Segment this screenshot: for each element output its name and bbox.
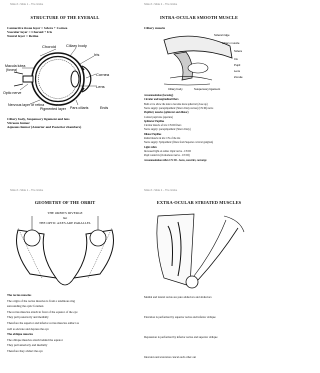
bottom-line: Ciliary body, Suspensory ligament and lens [7, 117, 70, 121]
orbit-diagram [0, 186, 130, 370]
rectus-oblique-line: The oblique muscles attach behind the equator [7, 337, 63, 342]
label-suspensory-ligament: Suspensory ligament [194, 87, 221, 91]
slide-title: INTRA-OCULAR SMOOTH MUSCLE [160, 15, 238, 20]
muscle-note-line: Circular muscle of iris: CN III fibers [144, 124, 182, 128]
orbit-line: THE ORBITS DIVERGE [47, 211, 83, 215]
layer-line: Vascular layer = Choroid + Iris [7, 30, 53, 34]
label-lens: Lens [96, 84, 105, 89]
layer-line: Connective tissue layer = Sclera + Cornea [7, 26, 68, 30]
rectus-oblique-line: surrounding the optic foramen [7, 304, 44, 309]
muscle-note-line: Control pupil size (aperture) [144, 115, 173, 119]
bottom-line: Vitreous humor [7, 121, 30, 125]
slide-intraocular-smooth-muscle [134, 0, 264, 184]
muscle-note-line: Accommodation (focusing) [144, 94, 174, 97]
label-ciliary-body: Ciliary body [168, 87, 183, 91]
muscle-note-line: Nerve supply: Sympathetic (fibers from Superior cervical ganglion) [144, 141, 214, 145]
label-pigmented-layer: Pigmented layer [40, 107, 66, 111]
label-ciliary-body: Ciliary body [66, 43, 87, 48]
label-ciliary-muscle: Ciliary muscle [222, 41, 240, 45]
slide-title: GEOMETRY OF THE ORBIT [34, 200, 96, 205]
rectus-oblique-line: They pull anteriorly and medially [7, 343, 48, 348]
slide-structure-of-eyeball [0, 0, 130, 184]
label-pupil: Pupil [234, 63, 241, 67]
rectus-oblique-line: Therefore the superior and inferior rectus muscles adduct as [7, 321, 79, 325]
label-nervous-layer: Nervous layer of retina [8, 103, 45, 107]
muscle-note-line: Pupil constricts (Oculomotor nerve - CN III) [144, 154, 190, 158]
rectus-oblique-line: The rectus muscles [7, 293, 32, 297]
muscle-note-line: Accommodation reflex CN III – focus, constrict, converge [144, 158, 207, 162]
muscle-note-line: Nerve supply: parasympathetic (Short ciliary) [144, 128, 191, 132]
label-sclera: Sclera [234, 49, 242, 53]
label-macula: Macula lutea [5, 64, 26, 68]
slide-header: Slide # • Slide 2 – The Globe [144, 3, 178, 6]
label-scleral-ridge: Scleral ridge [214, 33, 230, 37]
muscle-line: Depression is performed by inferior rectus and superior oblique [144, 335, 218, 339]
slide-title: STRUCTURE OF THE EYEBALL [30, 15, 100, 20]
muscle-note-line: Light reflex [144, 145, 157, 149]
slide-header: Slide # • Slide 2 – The Globe [144, 189, 178, 192]
label-optic-nerve: Optic nerve [3, 91, 22, 95]
muscle-note-line: Nerve supply: parasympathetic (Short ciliary nerves) (CN III) nerve [144, 106, 214, 110]
slide-geometry-of-orbit [0, 186, 130, 370]
muscle-note-line: Circular and longitudinal fibers [144, 98, 179, 102]
muscle-note-line: Dilator Pupillae [144, 132, 162, 136]
rectus-oblique-line: They pull posteriorly and medially [7, 315, 49, 320]
muscle-note-line: Sphincter Pupillae [144, 119, 165, 123]
muscle-line: Medial and lateral rectus are pure adductors and abductors [144, 295, 212, 299]
muscle-line: Intorsion and extorsion cancel each other out [144, 355, 197, 359]
label-pars-ciliaris: Pars ciliaris [70, 106, 89, 110]
rectus-oblique-line: The rectus muscles attach in front of the equator of the eye [7, 309, 78, 314]
slide-title: EXTRA-OCULAR STRIATED MUSCLES [156, 200, 242, 205]
muscle-note-line: Both act to allow the lens to become more spherical (close up) [144, 102, 208, 106]
bottom-line: Aqueous humor (Anterior and Posterior chambers) [7, 125, 82, 129]
orbit-line: but [62, 216, 68, 220]
label-lens: Lens [234, 69, 241, 73]
extraocular-muscle-diagram [134, 186, 264, 370]
slide-header: Slide # • Slide 1 – The Globe [10, 3, 44, 6]
section-heading: Ciliary muscle [144, 26, 165, 30]
muscle-note-line: Pupillary muscles (sphincter and dilator) [144, 111, 189, 115]
label-zonule: Zonule [234, 75, 243, 79]
label-iris: Iris [234, 57, 238, 61]
muscle-note-line: Radial muscle in iris: CN of the iris [144, 137, 181, 140]
label-choroid: Choroid [42, 44, 57, 49]
rectus-oblique-line: The oblique muscles [7, 332, 34, 337]
rectus-oblique-line: The origin of the rectus muscles is from a tendinous ring [7, 298, 75, 303]
label-iris: Iris [94, 52, 100, 57]
label-cornea: Cornea [96, 72, 110, 77]
label-ends: Ends [100, 106, 109, 110]
eyeball-labels [0, 0, 130, 184]
slide-header: Slide # • Slide 1 – The Globe [10, 189, 44, 192]
muscle-line: Elevation is performed by superior rectus and inferior oblique [144, 315, 216, 319]
rectus-oblique-line: Therefore they abduct the eye [7, 349, 43, 353]
slide-extraocular-striated-muscles [134, 186, 264, 370]
orbit-line: THE OPTIC AXES ARE PARALLEL [38, 221, 92, 225]
rectus-oblique-line: well as elevate and depress the eye [7, 326, 49, 331]
layer-line: Neural layer = Retina [7, 34, 39, 38]
muscle-note-line: Increased light on retina: Optic nerve - CN III [144, 149, 191, 153]
label-fovea: (fovea) [6, 68, 18, 72]
